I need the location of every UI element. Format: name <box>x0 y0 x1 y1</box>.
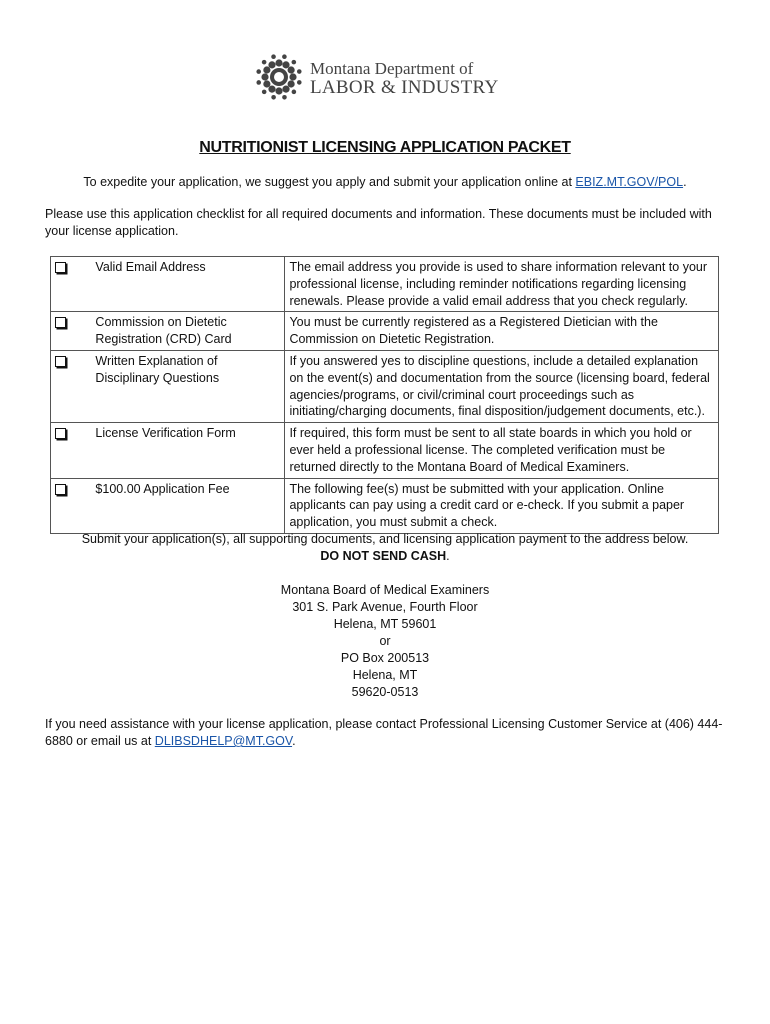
checklist-item-label: Commission on Dietetic Registration (CRD) Card <box>91 312 285 351</box>
checkbox[interactable] <box>55 262 66 273</box>
checklist-row <box>51 478 719 533</box>
help-email-link[interactable]: DLIBSDHELP@MT.GOV <box>154 734 293 748</box>
checklist-row <box>51 312 719 351</box>
checkbox-cell <box>51 350 92 422</box>
address-line: 301 S. Park Avenue, Fourth Floor <box>292 600 478 614</box>
submit-instructions <box>0 531 770 565</box>
checkbox[interactable] <box>55 317 66 328</box>
checklist-intro: Please use this application checklist for all required documents and information. These documents must be included with your license application. <box>45 207 712 238</box>
address-line: or <box>379 634 391 648</box>
page-title: NUTRITIONIST LICENSING APPLICATION PACKET <box>199 139 571 156</box>
checklist-item-description: You must be currently registered as a Registered Dietician with the Commission on Dietetic Registration. <box>285 312 719 351</box>
checklist-item-description: If required, this form must be sent to all state boards in which you hold or ever held a professional license. The completed verification must be returned directly to the Montana Board of Medical Examiners. <box>285 423 719 478</box>
checklist-row <box>51 257 719 312</box>
checkbox-cell <box>51 312 92 351</box>
gear-seal-icon <box>254 52 304 102</box>
checklist-item-label: Valid Email Address <box>91 257 285 312</box>
mailing-address <box>0 582 770 701</box>
checkbox[interactable] <box>55 428 66 439</box>
checklist-item-label: Written Explanation of Disciplinary Questions <box>91 350 285 422</box>
address-line: 59620-0513 <box>351 685 419 699</box>
assistance-paragraph <box>45 716 735 750</box>
document-checklist-table <box>50 256 719 534</box>
checkbox-cell <box>51 257 92 312</box>
checkbox[interactable] <box>55 484 66 495</box>
checklist-item-description: If you answered yes to discipline questions, include a detailed explanation on the event(s) and documentation from the source (licensing board, federal agencies/programs, or civil/criminal court proceedings such as initiating/charging documents, final disposition/judgement documents, etc.). <box>285 350 719 422</box>
checklist-item-label: $100.00 Application Fee <box>91 478 285 533</box>
logo-line-2: LABOR & INDUSTRY <box>310 77 499 98</box>
address-line: PO Box 200513 <box>340 651 430 665</box>
intro-suffix: . <box>683 175 687 189</box>
address-line: Montana Board of Medical Examiners <box>280 583 490 597</box>
intro-paragraph <box>0 174 770 191</box>
checklist-row <box>51 423 719 478</box>
ebiz-link[interactable]: EBIZ.MT.GOV/POL <box>575 175 684 189</box>
checklist-item-description: The following fee(s) must be submitted with your application. Online applicants can pay using a credit card or e-check. If you submit a paper application, you must submit a check. <box>285 478 719 533</box>
assist-text: If you need assistance with your license application, please contact Professional Licensing Customer Service at (406) 444-6880 or email us at <box>45 717 723 748</box>
donot-suffix: . <box>446 549 450 563</box>
checklist-item-description: The email address you provide is used to share information relevant to your professional license, including reminder notifications regarding licensing renewals. Please provide a valid email address that you check regularly. <box>285 257 719 312</box>
checklist-row <box>51 350 719 422</box>
assist-suffix: . <box>292 734 296 748</box>
checkbox-cell <box>51 478 92 533</box>
submit-text: Submit your application(s), all supporting documents, and licensing application payment to the address below. <box>81 532 689 546</box>
intro-text: To expedite your application, we suggest you apply and submit your application online at <box>83 175 576 189</box>
department-logo <box>254 52 524 107</box>
checkbox[interactable] <box>55 356 66 367</box>
checkbox-cell <box>51 423 92 478</box>
do-not-send-cash: DO NOT SEND CASH <box>320 549 447 563</box>
checklist-item-label: License Verification Form <box>91 423 285 478</box>
address-line: Helena, MT 59601 <box>333 617 437 631</box>
logo-line-1: Montana Department of <box>310 59 474 78</box>
address-line: Helena, MT <box>352 668 418 682</box>
